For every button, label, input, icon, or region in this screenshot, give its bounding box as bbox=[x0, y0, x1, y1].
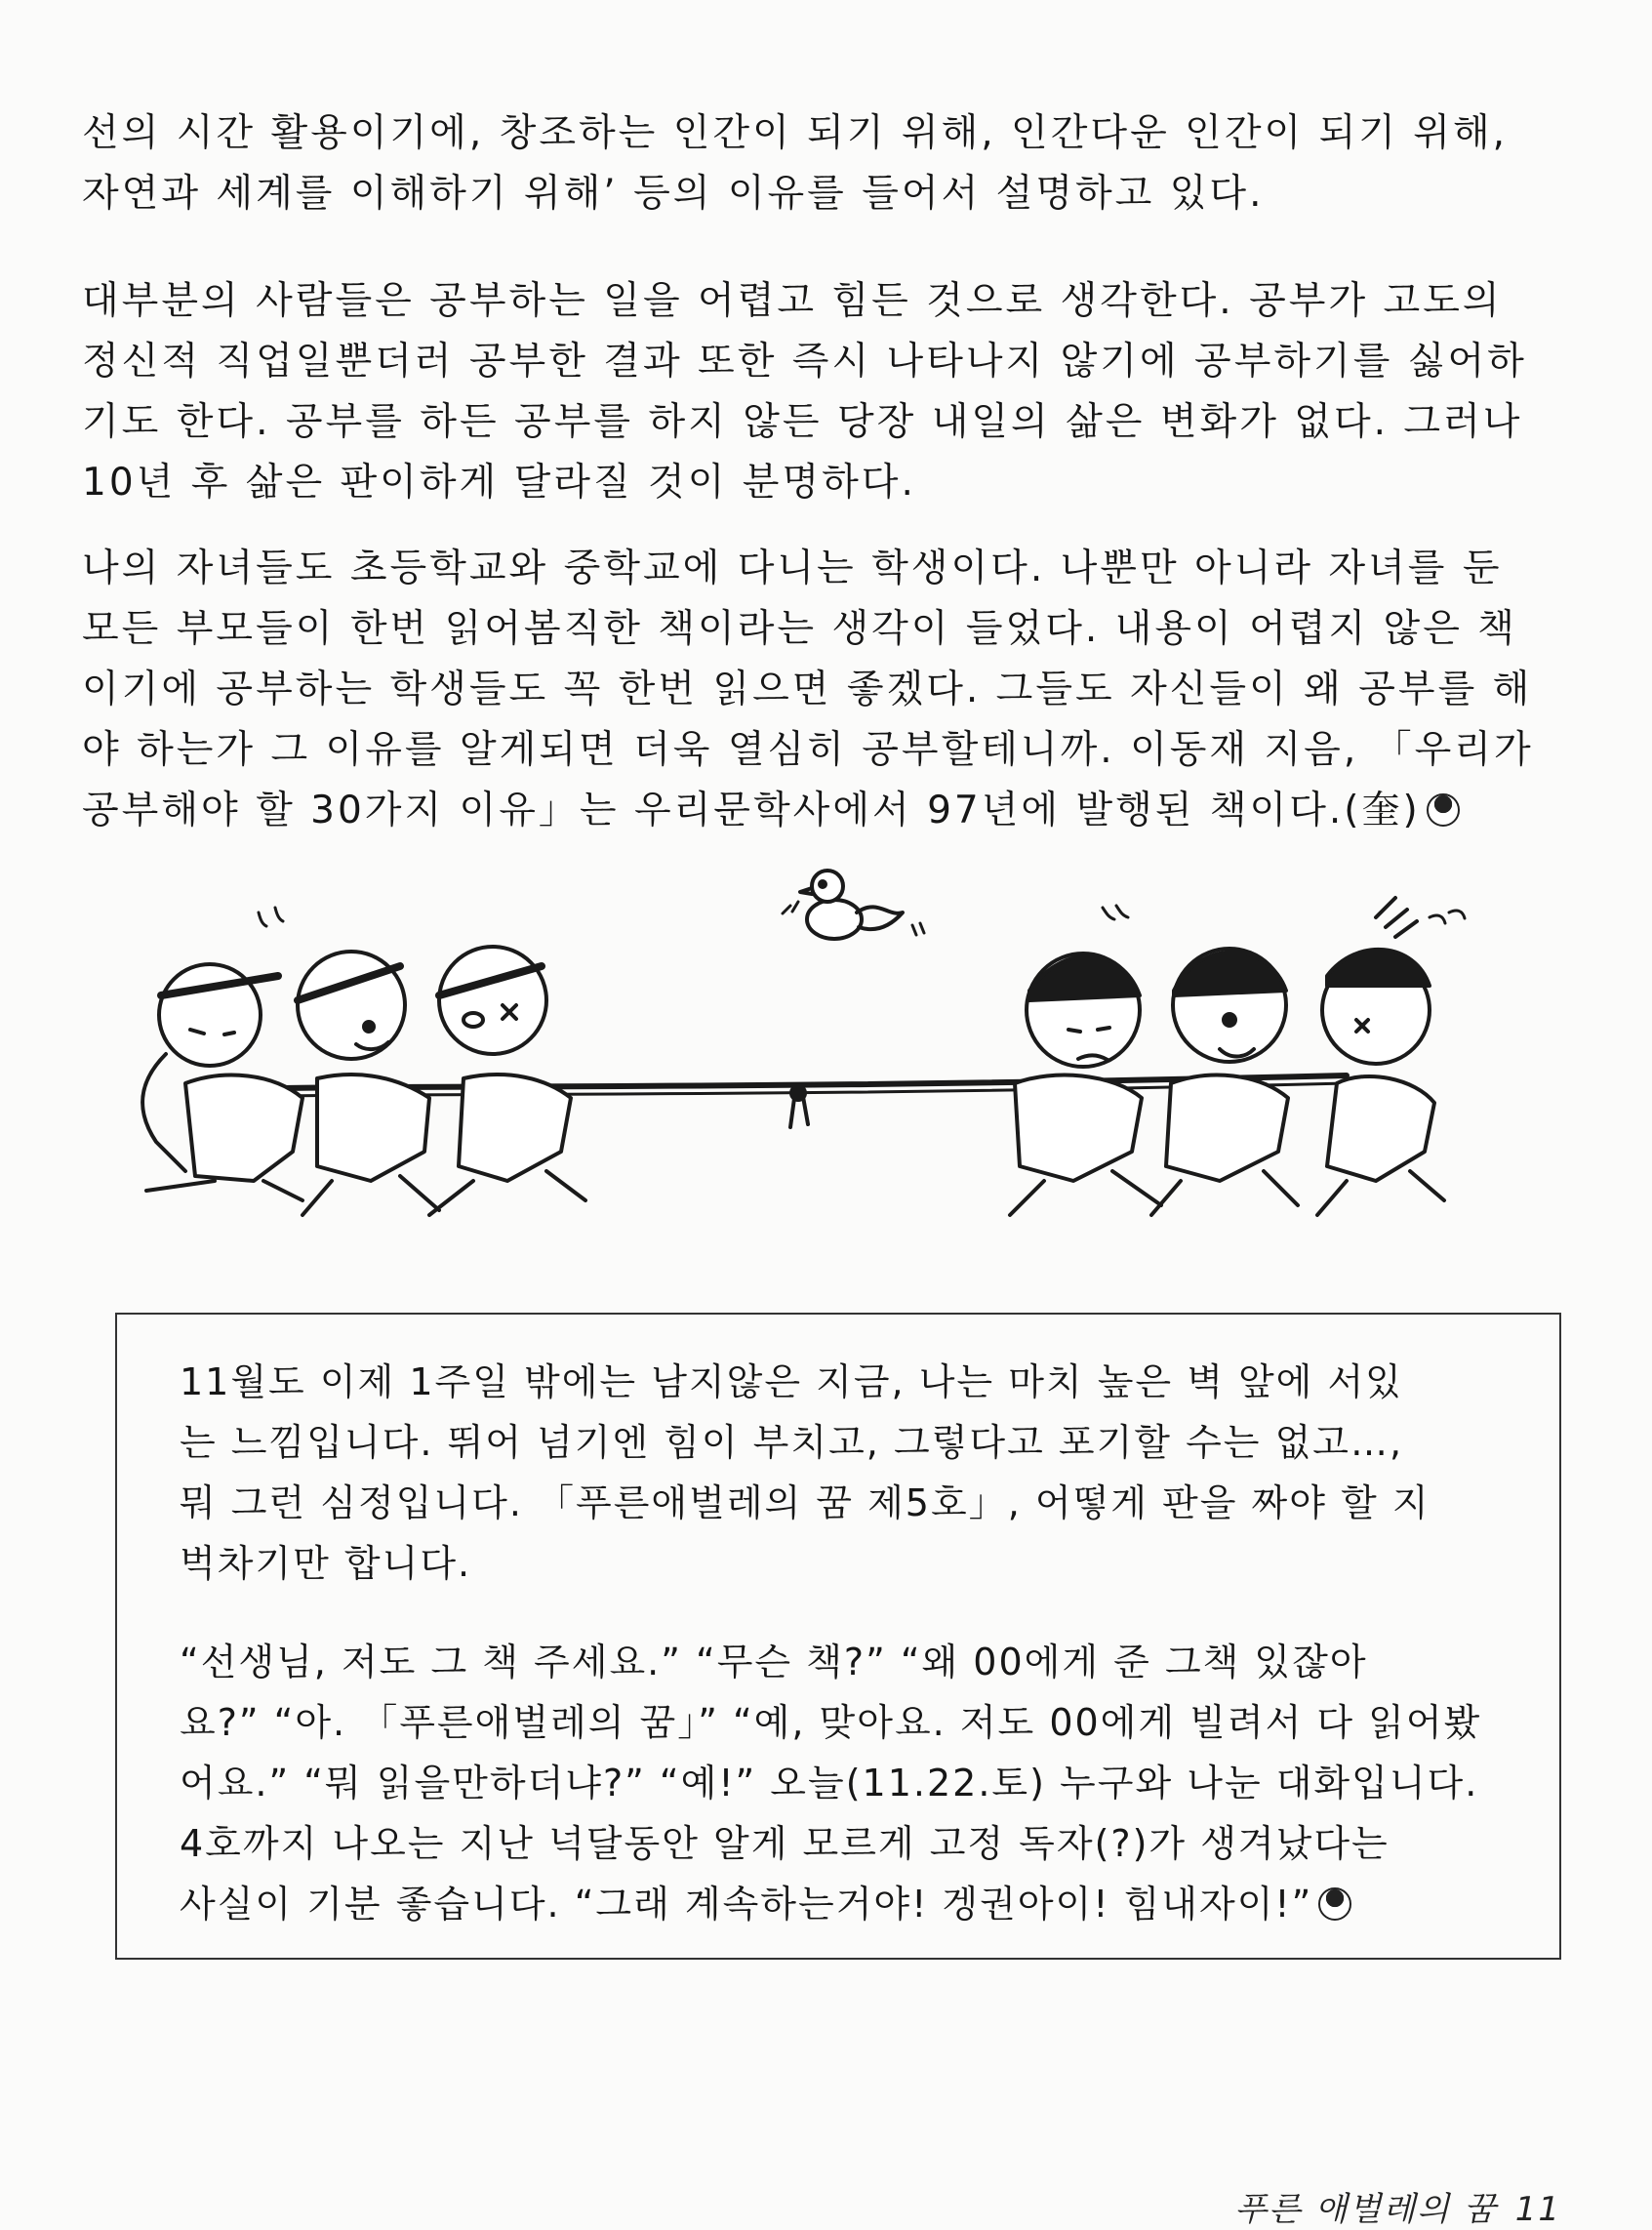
text-line: 벅차기만 합니다. bbox=[180, 1542, 472, 1585]
text-line: “선생님, 저도 그 책 주세요.” “무슨 책?” “왜 00에게 준 그책 있잖아 bbox=[180, 1641, 1368, 1683]
text-line: 11월도 이제 1주일 밖에는 남지않은 지금, 나는 마치 높은 벽 앞에 서있 bbox=[180, 1360, 1403, 1403]
author-face-icon bbox=[1427, 793, 1460, 827]
tug-of-war-illustration bbox=[107, 859, 1542, 1230]
publication-title: 푸른 애벌레의 꿈 bbox=[1234, 2190, 1498, 2229]
editor-face-icon bbox=[1318, 1887, 1351, 1921]
text-line: 뭐 그런 심정입니다. 「푸른애벌레의 꿈 제5호」, 어떻게 판을 짜야 할 지 bbox=[180, 1481, 1430, 1524]
article-paragraph-1 bbox=[82, 103, 1571, 224]
text-line: 선의 시간 활용이기에, 창조하는 인간이 되기 위해, 인간다운 인간이 되기 위해, bbox=[82, 111, 1509, 155]
page-number: 11 bbox=[1514, 2190, 1561, 2229]
right-team-kids bbox=[1010, 898, 1465, 1215]
text-line: 10년 후 삶은 판이하게 달라질 것이 분명하다. bbox=[82, 461, 916, 505]
editor-note-paragraph-2 bbox=[180, 1632, 1507, 1934]
page-footer bbox=[1234, 2182, 1561, 2230]
text-line: 는 느낌입니다. 뛰어 넘기엔 힘이 부치고, 그렇다고 포기할 수는 없고…, bbox=[180, 1421, 1404, 1464]
text-line-content: 사실이 기분 좋습니다. “그래 계속하는거야! 겡권아이! 힘내자이!” bbox=[180, 1883, 1313, 1926]
text-line: 나의 자녀들도 초등학교와 중학교에 다니는 학생이다. 나뿐만 아니라 자녀를 둔 bbox=[82, 547, 1503, 590]
text-line: 야 하는가 그 이유를 알게되면 더욱 열심히 공부할테니까. 이동재 지음, 「우리가 bbox=[82, 728, 1534, 772]
text-line: 어요.” “뭐 읽을만하더냐?” “예!” 오늘(11.22.토) 누구와 나눈 대화입니다. bbox=[180, 1762, 1479, 1804]
article-paragraph-2 bbox=[82, 271, 1571, 513]
editor-note-box bbox=[115, 1313, 1561, 1960]
text-line-content: 공부해야 할 30가지 이유」는 우리문학사에서 97년에 발행된 책이다.(奎) bbox=[82, 789, 1421, 832]
editor-note-paragraph-1 bbox=[180, 1352, 1507, 1594]
text-line: 자연과 세계를 이해하기 위해’ 등의 이유를 들어서 설명하고 있다. bbox=[82, 172, 1265, 216]
text-line: 모든 부모들이 한번 읽어봄직한 책이라는 생각이 들었다. 내용이 어렵지 않은 책 bbox=[82, 607, 1517, 651]
text-line bbox=[82, 781, 1571, 841]
text-line: 요?” “아. 「푸른애벌레의 꿈」” “예, 맞아요. 저도 00에게 빌려서 다 읽어봤 bbox=[180, 1701, 1482, 1744]
text-line: 기도 한다. 공부를 하든 공부를 하지 않든 당장 내일의 삶은 변화가 없다. 그러나 bbox=[82, 400, 1523, 444]
bird-icon bbox=[783, 871, 924, 939]
text-line bbox=[180, 1874, 1507, 1934]
text-line: 이기에 공부하는 학생들도 꼭 한번 읽으면 좋겠다. 그들도 자신들이 왜 공부를 해 bbox=[82, 668, 1533, 711]
article-paragraph-3 bbox=[82, 539, 1571, 841]
text-line: 4호까지 나오는 지난 넉달동안 알게 모르게 고정 독자(?)가 생겨났다는 bbox=[180, 1822, 1390, 1865]
text-line: 정신적 직업일뿐더러 공부한 결과 또한 즉시 나타나지 않기에 공부하기를 싫어하 bbox=[82, 340, 1527, 384]
left-team-kids bbox=[142, 908, 585, 1215]
text-line: 대부분의 사람들은 공부하는 일을 어렵고 힘든 것으로 생각한다. 공부가 고도의 bbox=[82, 279, 1503, 323]
